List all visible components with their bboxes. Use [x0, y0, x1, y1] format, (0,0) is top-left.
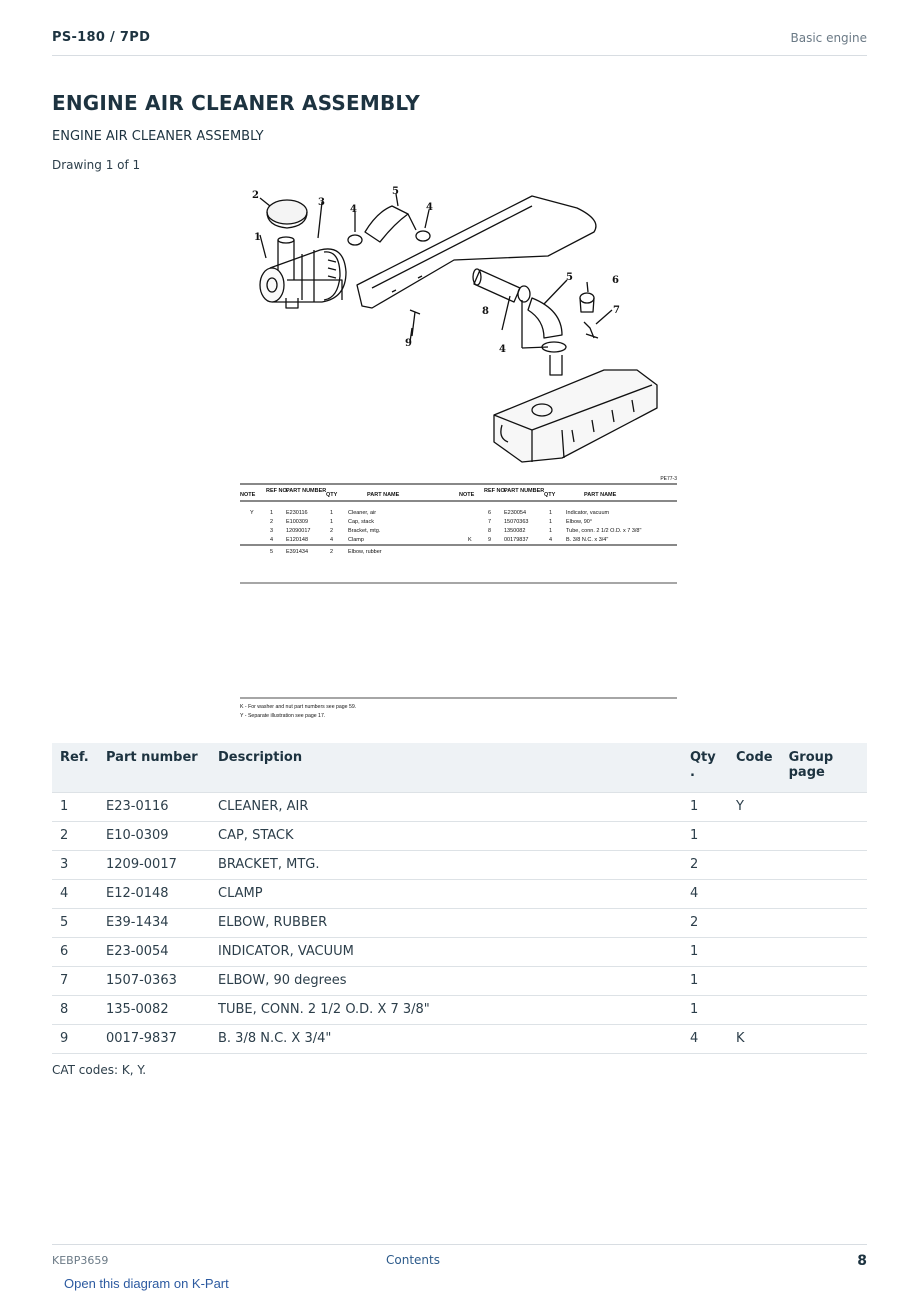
callout-label: 3 [318, 197, 325, 208]
scan-row [488, 519, 592, 525]
cell-ref: 4 [52, 879, 98, 908]
cell-qty: 1 [682, 966, 728, 995]
svg-text:E100309: E100309 [286, 519, 309, 525]
callout-label: 1 [254, 232, 261, 243]
page-subtitle: ENGINE AIR CLEANER ASSEMBLY [52, 129, 264, 144]
svg-text:Y: Y [250, 510, 254, 516]
scan-row [270, 549, 382, 555]
cell-code [728, 937, 781, 966]
svg-text:1: 1 [549, 519, 553, 525]
cell-ref: 2 [52, 821, 98, 850]
scan-row [250, 510, 376, 516]
cell-qty: 1 [682, 995, 728, 1024]
cell-description: TUBE, CONN. 2 1/2 O.D. X 7 3/8" [210, 995, 682, 1024]
column-header-code: Code [728, 743, 781, 792]
cell-description: B. 3/8 N.C. X 3/4" [210, 1024, 682, 1053]
callout-label: 5 [392, 186, 399, 197]
scanned-table-drawing [240, 476, 677, 726]
cell-code [728, 908, 781, 937]
svg-text:1350082: 1350082 [504, 528, 526, 534]
cell-ref: 3 [52, 850, 98, 879]
cell-code: Y [728, 792, 781, 821]
cell-group-page [781, 908, 867, 937]
parts-table [52, 743, 867, 1054]
svg-text:Cleaner, air: Cleaner, air [348, 510, 377, 516]
svg-text:7: 7 [488, 519, 492, 525]
page-footer [52, 1244, 867, 1274]
scan-row [270, 519, 374, 525]
svg-text:Elbow, 90°: Elbow, 90° [566, 519, 593, 525]
svg-text:B. 3/8 N.C. x 3/4": B. 3/8 N.C. x 3/4" [566, 537, 609, 543]
open-diagram-kpart-link[interactable]: Open this diagram on K-Part [64, 1276, 229, 1291]
table-row [52, 821, 867, 850]
page-header [52, 28, 867, 56]
table-row [52, 966, 867, 995]
footer-doc-code: KEBP3659 [52, 1254, 109, 1267]
callout-label: 5 [566, 272, 573, 283]
svg-text:Elbow, rubber: Elbow, rubber [348, 549, 382, 555]
cell-code [728, 966, 781, 995]
figure-code: PE77-3 [660, 476, 677, 482]
svg-text:E120148: E120148 [286, 537, 309, 543]
svg-text:1: 1 [330, 519, 334, 525]
svg-text:1: 1 [330, 510, 334, 516]
svg-text:E230054: E230054 [504, 510, 527, 516]
parts-table-header [52, 743, 867, 792]
cell-part-number: E10-0309 [98, 821, 210, 850]
cell-description: ELBOW, 90 degrees [210, 966, 682, 995]
callout-label: 8 [482, 306, 489, 317]
callout-label: 6 [612, 275, 619, 286]
drawing-count: Drawing 1 of 1 [52, 158, 141, 172]
table-row [52, 879, 867, 908]
cell-part-number: 135-0082 [98, 995, 210, 1024]
callout-label: 4 [499, 344, 506, 355]
svg-text:8: 8 [488, 528, 492, 534]
cell-qty: 4 [682, 879, 728, 908]
contents-link[interactable]: Contents [386, 1253, 440, 1267]
cell-description: CLAMP [210, 879, 682, 908]
page-title: ENGINE AIR CLEANER ASSEMBLY [52, 91, 420, 115]
cell-ref: 6 [52, 937, 98, 966]
svg-text:12090017: 12090017 [286, 528, 311, 534]
cell-group-page [781, 850, 867, 879]
cell-description: INDICATOR, VACUUM [210, 937, 682, 966]
cell-group-page [781, 937, 867, 966]
table-row [52, 1024, 867, 1053]
cell-group-page [781, 792, 867, 821]
svg-text:15070363: 15070363 [504, 519, 529, 525]
cell-description: CAP, STACK [210, 821, 682, 850]
cell-code: K [728, 1024, 781, 1053]
cell-group-page [781, 995, 867, 1024]
cell-part-number: E12-0148 [98, 879, 210, 908]
cell-group-page [781, 1024, 867, 1053]
cell-code [728, 821, 781, 850]
svg-text:Clamp: Clamp [348, 537, 364, 543]
cell-qty: 4 [682, 1024, 728, 1053]
cell-group-page [781, 879, 867, 908]
svg-text:1: 1 [270, 510, 274, 516]
cell-ref: 1 [52, 792, 98, 821]
cell-code [728, 995, 781, 1024]
svg-text:6: 6 [488, 510, 492, 516]
svg-text:1: 1 [549, 510, 553, 516]
column-header-qty: Qty . [682, 743, 728, 792]
svg-text:9: 9 [488, 537, 492, 543]
column-header-ref: Ref. [52, 743, 98, 792]
cell-qty: 2 [682, 850, 728, 879]
svg-text:4: 4 [270, 537, 274, 543]
scan-header-ref: REF NO. [484, 488, 507, 494]
cell-part-number: 0017-9837 [98, 1024, 210, 1053]
table-row [52, 792, 867, 821]
callout-label: 4 [350, 204, 357, 215]
svg-text:3: 3 [270, 528, 274, 534]
scan-row [270, 528, 381, 534]
cell-qty: 1 [682, 821, 728, 850]
cell-qty: 2 [682, 908, 728, 937]
svg-text:Cap, stack: Cap, stack [348, 519, 374, 525]
cell-part-number: E39-1434 [98, 908, 210, 937]
cell-part-number: E23-0054 [98, 937, 210, 966]
svg-text:E391434: E391434 [286, 549, 309, 555]
cell-ref: 9 [52, 1024, 98, 1053]
column-header-part-number: Part number [98, 743, 210, 792]
cell-qty: 1 [682, 792, 728, 821]
callout-label: 2 [252, 190, 259, 201]
scan-header-note: NOTE [240, 492, 256, 498]
scan-header-qty: QTY [326, 492, 338, 498]
cell-group-page [781, 821, 867, 850]
svg-text:E230116: E230116 [286, 510, 308, 516]
svg-text:K: K [468, 537, 472, 543]
scan-header-part-name: PART NAME [584, 492, 617, 498]
cell-code [728, 879, 781, 908]
svg-text:1: 1 [549, 528, 553, 534]
table-row [52, 995, 867, 1024]
callout-label: 4 [426, 202, 433, 213]
scan-header-note: NOTE [459, 492, 475, 498]
scan-row [270, 537, 364, 543]
scan-row [488, 510, 610, 516]
callout-label: 9 [405, 338, 412, 349]
scan-header-part-number: PART NUMBER [286, 488, 327, 494]
cell-description: BRACKET, MTG. [210, 850, 682, 879]
svg-text:Bracket, mtg.: Bracket, mtg. [348, 528, 381, 534]
svg-text:2: 2 [330, 528, 334, 534]
svg-text:Tube, conn. 2 1/2 O.D. x 7 3/8: Tube, conn. 2 1/2 O.D. x 7 3/8" [566, 528, 642, 534]
cell-description: CLEANER, AIR [210, 792, 682, 821]
column-header-group-page: Group page [781, 743, 867, 792]
table-row [52, 937, 867, 966]
scan-header-part-name: PART NAME [367, 492, 400, 498]
cat-codes: CAT codes: K, Y. [52, 1063, 147, 1077]
scanned-parts-table [240, 476, 677, 726]
scan-row [468, 537, 608, 543]
cell-ref: 5 [52, 908, 98, 937]
scan-header-ref: REF NO. [266, 488, 289, 494]
cell-description: ELBOW, RUBBER [210, 908, 682, 937]
svg-text:2: 2 [330, 549, 334, 555]
table-row [52, 850, 867, 879]
scan-note: Y - Separate illustration see page 17. [240, 713, 326, 719]
cell-qty: 1 [682, 937, 728, 966]
svg-text:4: 4 [330, 537, 334, 543]
parts-table-body [52, 792, 867, 1053]
cell-part-number: 1507-0363 [98, 966, 210, 995]
scan-header-qty: QTY [544, 492, 556, 498]
column-header-description: Description [210, 743, 682, 792]
table-row [52, 908, 867, 937]
cell-ref: 7 [52, 966, 98, 995]
cell-group-page [781, 966, 867, 995]
page-number: 8 [857, 1253, 867, 1269]
svg-text:00179837: 00179837 [504, 537, 529, 543]
section-name: Basic engine [790, 31, 867, 45]
svg-text:Indicator, vacuum: Indicator, vacuum [566, 510, 610, 516]
cell-code [728, 850, 781, 879]
cell-ref: 8 [52, 995, 98, 1024]
scan-note: K - For washer and nut part numbers see page 59. [240, 704, 357, 710]
document-id: PS-180 / 7PD [52, 30, 151, 45]
scan-row [488, 528, 641, 534]
scan-header-part-number: PART NUMBER [504, 488, 545, 494]
callout-label: 7 [613, 305, 620, 316]
cell-part-number: E23-0116 [98, 792, 210, 821]
svg-text:5: 5 [270, 549, 274, 555]
exploded-parts-diagram [232, 180, 682, 480]
svg-text:4: 4 [549, 537, 553, 543]
diagram-drawing [232, 180, 682, 480]
svg-text:2: 2 [270, 519, 274, 525]
cell-part-number: 1209-0017 [98, 850, 210, 879]
